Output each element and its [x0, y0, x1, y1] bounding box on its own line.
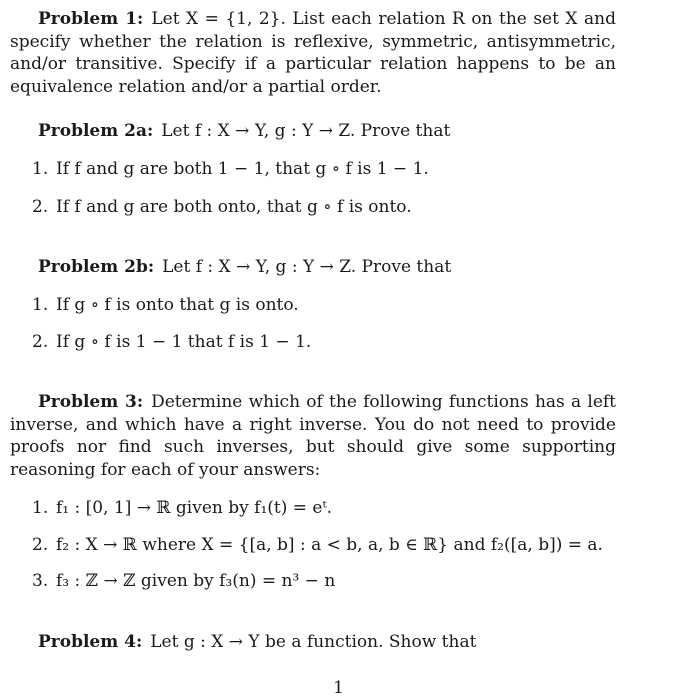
list-text: If f and g are both onto, that g ∘ f is onto. — [56, 197, 412, 217]
problem-2a-text: Let f : X → Y, g : Y → Z. Prove that — [161, 121, 451, 141]
list-item — [32, 534, 632, 556]
list-item — [32, 196, 632, 218]
problem-2b-text: Let f : X → Y, g : Y → Z. Prove that — [162, 257, 452, 277]
problem-2a-title: Problem 2a: — [38, 121, 154, 141]
list-item — [32, 570, 632, 592]
problem-1 — [10, 8, 616, 98]
problem-2b — [10, 256, 616, 279]
problem-4 — [10, 631, 616, 654]
list-item — [32, 331, 632, 353]
list-number: 1. — [32, 498, 49, 518]
list-text: f₁ : [0, 1] → ℝ given by f₁(t) = eᵗ. — [56, 498, 333, 518]
list-text: If f and g are both 1 − 1, that g ∘ f is 1 − 1. — [56, 159, 429, 179]
list-number: 1. — [32, 159, 49, 179]
problem-3-text: Determine which of the following functions has a left inverse, and which have a right inverse. You do not need to provide proofs nor find such inverses, but should give some supporting reasoning for each of your answers: — [10, 392, 617, 480]
problem-4-title: Problem 4: — [38, 632, 143, 652]
list-text: f₂ : X → ℝ where X = {[a, b] : a < b, a, b ∈ ℝ} and f₂([a, b]) = a. — [56, 535, 603, 555]
list-item — [32, 294, 632, 316]
problem-2a — [10, 120, 616, 143]
page-number: 1 — [333, 678, 344, 698]
problem-1-title: Problem 1: — [38, 9, 144, 29]
problem-3 — [10, 391, 616, 481]
list-number: 2. — [32, 535, 49, 555]
list-number: 1. — [32, 295, 49, 315]
list-number: 2. — [32, 197, 49, 217]
list-text: f₃ : ℤ → ℤ given by f₃(n) = n³ − n — [56, 571, 336, 591]
problem-3-title: Problem 3: — [38, 392, 144, 412]
problem-4-text: Let g : X → Y be a function. Show that — [150, 632, 477, 652]
problem-1-text: Let X = {1, 2}. List each relation R on the set X and specify whether the relation is reflexive, symmetric, antisymmetric, and/or transitive. Specify if a particular relation happens to be an equivalence relation and/or a partial order. — [10, 9, 616, 97]
problem-2b-title: Problem 2b: — [38, 257, 155, 277]
list-number: 3. — [32, 571, 49, 591]
list-number: 2. — [32, 332, 49, 352]
list-item — [32, 158, 632, 180]
list-text: If g ∘ f is 1 − 1 that f is 1 − 1. — [56, 332, 312, 352]
list-text: If g ∘ f is onto that g is onto. — [56, 295, 299, 315]
list-item — [32, 497, 632, 519]
